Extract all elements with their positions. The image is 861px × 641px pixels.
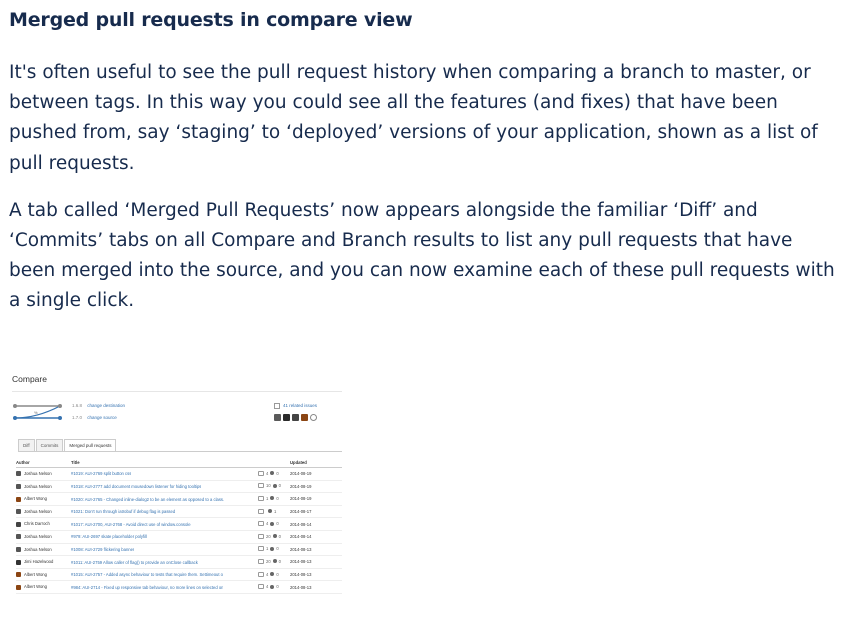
comment-icon [258, 546, 264, 551]
compare-view-screenshot [12, 374, 342, 590]
pull-request-link[interactable]: #1019: AUI-2769 split button css [71, 471, 132, 477]
comment-icon [258, 483, 264, 488]
task-count: 0 [276, 584, 279, 590]
article [9, 6, 839, 317]
pull-request-link[interactable]: #1008: AUI-2729 flickering banner [71, 547, 135, 553]
column-updated: Updated [290, 458, 342, 468]
task-icon [270, 572, 274, 576]
pull-requests-table [16, 458, 342, 594]
task-icon [268, 509, 272, 513]
stats-cell [258, 480, 290, 493]
avatar [274, 414, 281, 421]
author-cell [16, 518, 71, 531]
author-cell [16, 493, 71, 506]
author-name: Albert Wong [24, 571, 47, 577]
pull-request-link[interactable]: #1015: AUI-2757 - Added async behaviour to tests that require them. Settimeout o [71, 572, 224, 578]
updated-cell [290, 556, 342, 569]
svg-text:%: % [34, 410, 38, 415]
updated-cell [290, 493, 342, 506]
task-icon [270, 585, 274, 589]
comment-icon [258, 521, 264, 526]
table-row[interactable] [16, 543, 342, 556]
task-count: 0 [276, 546, 279, 552]
title-cell [71, 468, 258, 481]
author-name: Jimi Hazelwood [24, 559, 54, 565]
table-row[interactable] [16, 468, 342, 481]
comment-icon [258, 509, 264, 514]
destination-tag: 1.6.8 [72, 403, 83, 408]
comment-icon [258, 572, 264, 577]
comment-count: 4 [266, 521, 269, 527]
title-cell [71, 556, 258, 569]
table-row[interactable] [16, 568, 342, 581]
pull-request-link[interactable]: #979: AUI-2697 skate placeholder polyfill [71, 534, 147, 540]
updated-date: 2014-08-14 [290, 521, 312, 527]
task-icon [270, 547, 274, 551]
author-name: Albert Wong [24, 496, 47, 502]
stats-cell [258, 543, 290, 556]
author-name: Joshua Nelson [24, 483, 52, 489]
task-icon [270, 496, 274, 500]
destination-branch [72, 403, 125, 408]
avatar [292, 414, 299, 421]
author-name: Joshua Nelson [24, 534, 52, 540]
avatar [16, 534, 21, 539]
stats-cell [258, 468, 290, 481]
avatar [16, 497, 21, 502]
avatar [16, 547, 21, 552]
pull-request-link[interactable]: #1011: AUI-2759 Allow caller of flag() to provide an onClose callback [71, 559, 198, 565]
updated-cell [290, 530, 342, 543]
task-count: 0 [276, 521, 279, 527]
pull-requests-body [16, 468, 342, 594]
comment-count: 4 [266, 571, 269, 577]
pull-request-link[interactable]: #1020: AUI-2765 - Changed inline-dialog2 to be an element as opposed to a class. [71, 496, 225, 502]
avatar [301, 414, 308, 421]
updated-cell [290, 543, 342, 556]
avatar [283, 414, 290, 421]
table-row[interactable] [16, 493, 342, 506]
comment-icon [258, 559, 264, 564]
pull-request-link[interactable]: #1017: AUI-2700, AUI-2768 - Avoid direct use of window.console [71, 521, 191, 527]
task-count: 0 [276, 470, 279, 476]
updated-date: 2014-08-17 [290, 509, 312, 515]
column-title: Title [71, 458, 258, 468]
task-count: 0 [278, 558, 282, 564]
updated-date: 2014-08-14 [290, 534, 312, 540]
updated-cell [290, 568, 342, 581]
pull-request-link[interactable]: #984: AUI-2714 - Fixed up responsive tab behaviour, no more lines on selected on [71, 584, 224, 590]
author-name: Joshua Nelson [24, 508, 52, 514]
avatar [16, 572, 21, 577]
comment-count: 4 [266, 584, 269, 590]
updated-date: 2014-08-13 [290, 572, 312, 578]
task-icon [273, 534, 277, 538]
table-row[interactable] [16, 556, 342, 569]
comment-icon [258, 534, 264, 539]
comment-count: 1 [266, 495, 269, 501]
table-row[interactable] [16, 530, 342, 543]
stats-cell [258, 505, 290, 518]
tab-commits[interactable]: Commits [36, 439, 64, 451]
column-stats [258, 458, 290, 468]
comment-count: 20 [266, 533, 271, 539]
divider [18, 451, 342, 452]
updated-cell [290, 505, 342, 518]
column-author: Author [16, 458, 71, 468]
task-icon [270, 522, 274, 526]
stats-cell [258, 493, 290, 506]
updated-date: 2014-08-19 [290, 471, 312, 477]
author-cell [16, 556, 71, 569]
stats-cell [258, 568, 290, 581]
tab-merged-pull-requests[interactable]: Merged pull requests [64, 439, 116, 451]
updated-date: 2014-08-13 [290, 584, 312, 590]
author-cell [16, 530, 71, 543]
pull-request-link[interactable]: #1018: AUI-2777 add document mousedown listener for hiding tooltips [71, 484, 202, 490]
avatar [16, 509, 21, 514]
eye-icon[interactable] [310, 414, 317, 421]
stats-cell [258, 518, 290, 531]
updated-date: 2014-08-13 [290, 559, 312, 565]
stats-cell [258, 556, 290, 569]
title-cell [71, 568, 258, 581]
avatar [16, 471, 21, 476]
author-name: Joshua Nelson [24, 471, 52, 477]
table-header-row [16, 458, 342, 468]
avatar [16, 522, 21, 527]
tab-diff[interactable]: Diff [18, 439, 35, 451]
issue-icon [274, 403, 280, 409]
title-cell [71, 530, 258, 543]
author-name: Chris Darroch [24, 521, 50, 527]
comment-icon [258, 584, 264, 589]
source-branch [72, 415, 117, 420]
author-name: Albert Wong [24, 584, 47, 590]
table-row[interactable] [16, 581, 342, 594]
table-row[interactable] [16, 505, 342, 518]
stats-cell [258, 530, 290, 543]
task-count: 0 [276, 495, 279, 501]
compare-title: Compare [12, 374, 47, 384]
comment-count: 10 [266, 483, 271, 489]
title-cell [71, 493, 258, 506]
branch-graph-icon [12, 400, 66, 424]
comment-count: 20 [266, 558, 271, 564]
comment-count: 1 [266, 546, 269, 552]
updated-cell [290, 480, 342, 493]
title-cell [71, 505, 258, 518]
author-cell [16, 468, 71, 481]
task-icon [270, 471, 274, 475]
task-count: 0 [278, 533, 282, 539]
related-issues[interactable] [274, 403, 317, 409]
avatar [16, 585, 21, 590]
task-count: 0 [278, 483, 282, 489]
task-count: 0 [276, 571, 279, 577]
section-heading: Merged pull requests in compare view [9, 9, 413, 31]
updated-cell [290, 518, 342, 531]
title-cell [71, 518, 258, 531]
change-source-link[interactable]: change source [87, 415, 117, 420]
participant-avatars [274, 412, 317, 422]
stats-cell [258, 581, 290, 594]
author-name: Joshua Nelson [24, 546, 52, 552]
title-cell [71, 543, 258, 556]
avatar [16, 560, 21, 565]
change-destination-link[interactable]: change destination [87, 403, 126, 408]
avatar [16, 484, 21, 489]
divider [12, 391, 342, 392]
task-icon [273, 559, 277, 563]
comment-icon [258, 471, 264, 476]
updated-date: 2014-08-13 [290, 546, 312, 552]
task-icon [273, 484, 277, 488]
updated-date: 2014-08-19 [290, 483, 312, 489]
updated-date: 2014-08-19 [290, 496, 312, 502]
source-tag: 1.7.0 [72, 415, 83, 420]
author-cell [16, 505, 71, 518]
author-cell [16, 543, 71, 556]
comment-count: 4 [266, 470, 269, 476]
paragraph-intro: It's often useful to see the pull request history when comparing a branch to master, or between tags. In this way you could see all the features (and fixes) that have been pushed from, say ‘staging’ to ‘deployed’ versions of your application, shown as a list of pull requests. [9, 62, 818, 174]
updated-cell [290, 468, 342, 481]
comment-icon [258, 496, 264, 501]
author-cell [16, 568, 71, 581]
pull-request-link[interactable]: #1021: Don't run through iatrobuf if debug flag is passed [71, 509, 176, 515]
related-issues-link[interactable]: 41 related issues [283, 403, 318, 409]
table-row[interactable] [16, 480, 342, 493]
updated-cell [290, 581, 342, 594]
task-count: 1 [274, 508, 277, 514]
compare-tabs [18, 439, 117, 451]
title-cell [71, 581, 258, 594]
table-row[interactable] [16, 518, 342, 531]
author-cell [16, 480, 71, 493]
title-cell [71, 480, 258, 493]
paragraph-merged-tab: A tab called ‘Merged Pull Requests’ now appears alongside the familiar ‘Diff’ and ‘Commits’ tabs on all Compare and Branch results to list any pull requests that have been merged into the source, and you can now examine each of these pull requests with a single click. [9, 199, 835, 312]
author-cell [16, 581, 71, 594]
